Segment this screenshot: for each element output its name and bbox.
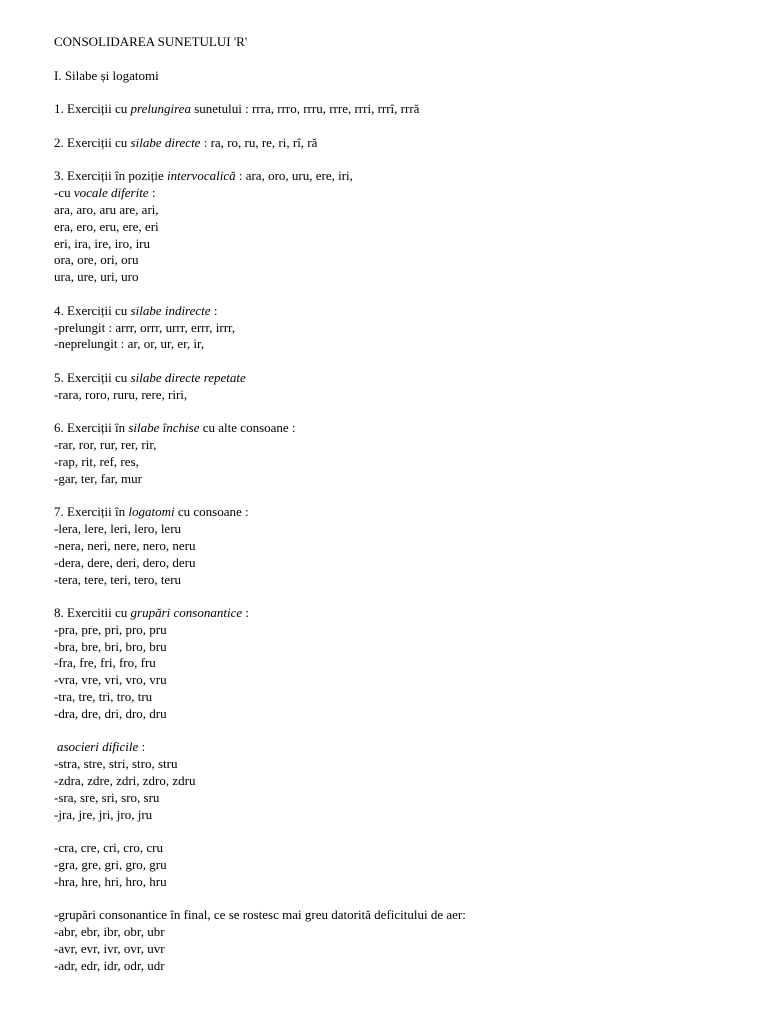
exercise-7-heading: [54, 504, 744, 521]
exercise-1-suffix: sunetului : rrra, rrro, rrru, rrre, rrri, rrrî, rrră: [190, 101, 420, 117]
spacer: [54, 488, 744, 505]
document-page: [54, 34, 744, 975]
exercise-8-suffix: :: [242, 605, 249, 621]
exercise-3-sub-prefix: -cu: [54, 185, 74, 201]
exercise-8-prefix: 8. Exercitii cu: [54, 605, 131, 621]
exercise-3-prefix: 3. Exerciții în poziție: [54, 168, 167, 184]
exercise-3-heading: [54, 168, 744, 185]
exercise-6-prefix: 6. Exerciții în: [54, 420, 129, 436]
document-title: CONSOLIDAREA SUNETULUI 'R': [54, 34, 248, 49]
spacer: [54, 404, 744, 421]
spacer: [54, 353, 744, 370]
exercise-5-emphasis: silabe directe repetate: [130, 369, 246, 385]
syllable-line: -cra, cre, cri, cro, cru: [54, 840, 163, 856]
spacer: [54, 118, 744, 135]
spacer: [54, 588, 744, 605]
syllable-line: -tra, tre, tri, tro, tru: [54, 689, 153, 705]
syllable-line: ora, ore, ori, oru: [54, 252, 139, 268]
syllable-line: eri, ira, ire, iro, iru: [54, 235, 151, 251]
syllable-line: -rara, roro, ruru, rere, riri,: [54, 386, 188, 402]
syllable-line: -dera, dere, deri, dero, deru: [54, 554, 196, 570]
exercise-6-suffix: cu alte consoane :: [199, 420, 296, 436]
syllable-line: -tera, tere, teri, tero, teru: [54, 571, 182, 587]
syllable-line: -dra, dre, dri, dro, dru: [54, 705, 167, 721]
exercise-2-prefix: 2. Exerciții cu: [54, 134, 131, 150]
syllable-line: -avr, evr, ivr, ovr, uvr: [54, 941, 165, 957]
syllable-line: -adr, edr, idr, odr, udr: [54, 957, 165, 973]
exercise-5-prefix: 5. Exerciții cu: [54, 369, 131, 385]
syllable-line: -lera, lere, leri, lero, leru: [54, 521, 182, 537]
exercise-3-suffix: : ara, oro, uru, ere, iri,: [235, 168, 353, 184]
syllable-line: -zdra, zdre, zdri, zdro, zdru: [54, 773, 196, 789]
exercise-4-heading: [54, 303, 744, 320]
exercise-6-emphasis: silabe închise: [128, 420, 200, 436]
exercise-7-prefix: 7. Exerciții în: [54, 504, 129, 520]
syllable-line: -bra, bre, bri, bro, bru: [54, 638, 167, 654]
exercise-8-emphasis: grupări consonantice: [130, 605, 243, 621]
difficult-associations-heading: [54, 739, 744, 756]
exercise-7-emphasis: logatomi: [128, 504, 175, 520]
exercise-1-emphasis: prelungirea: [130, 101, 191, 117]
syllable-line: -abr, ebr, ibr, obr, ubr: [54, 924, 165, 940]
spacer: [54, 152, 744, 169]
spacer: [54, 823, 744, 840]
exercise-1-heading: [54, 101, 744, 118]
syllable-line: -gra, gre, gri, gro, gru: [54, 857, 167, 873]
syllable-line: -rar, ror, rur, rer, rir,: [54, 437, 157, 453]
exercise-6-heading: [54, 420, 744, 437]
exercise-2-suffix: : ra, ro, ru, re, ri, rî, ră: [200, 134, 318, 150]
syllable-line: -hra, hre, hri, hro, hru: [54, 873, 167, 889]
syllable-line: -neprelungit : ar, or, ur, er, ir,: [54, 336, 205, 352]
syllable-line: -fra, fre, fri, fro, fru: [54, 655, 156, 671]
exercise-7-suffix: cu consoane :: [174, 504, 249, 520]
spacer: [54, 723, 744, 740]
exercise-3-subheading: [54, 185, 744, 202]
exercise-4-prefix: 4. Exerciții cu: [54, 302, 131, 318]
spacer: [54, 891, 744, 908]
syllable-line: -sra, sre, sri, sro, sru: [54, 789, 160, 805]
syllable-line: -nera, neri, nere, nero, neru: [54, 537, 196, 553]
syllable-line: -prelungit : arrr, orrr, urrr, errr, irrr,: [54, 319, 236, 335]
syllable-line: -gar, ter, far, mur: [54, 470, 142, 486]
section-heading: I. Silabe și logatomi: [54, 67, 159, 83]
difficult-associations-emphasis: asocieri dificile: [57, 739, 139, 755]
exercise-3-emphasis: intervocalică: [167, 168, 236, 184]
exercise-3-sub-emphasis: vocale diferite: [73, 185, 149, 201]
syllable-line: -pra, pre, pri, pro, pru: [54, 621, 167, 637]
syllable-line: ara, aro, aru are, ari,: [54, 201, 159, 217]
syllable-line: ura, ure, uri, uro: [54, 269, 139, 285]
spacer: [54, 51, 744, 68]
final-groups-heading: -grupări consonantice în final, ce se rostesc mai greu datorită deficitului de aer:: [54, 907, 466, 923]
syllable-line: -vra, vre, vri, vro, vru: [54, 672, 167, 688]
exercise-3-sub-suffix: :: [148, 185, 156, 201]
difficult-associations-suffix: :: [138, 739, 146, 755]
exercise-8-heading: [54, 605, 744, 622]
exercise-5-heading: [54, 370, 744, 387]
exercise-4-suffix: :: [210, 302, 218, 318]
spacer: [54, 84, 744, 101]
syllable-line: -stra, stre, stri, stro, stru: [54, 756, 178, 772]
exercise-2-emphasis: silabe directe: [130, 134, 201, 150]
syllable-line: era, ero, eru, ere, eri: [54, 218, 159, 234]
syllable-line: -jra, jre, jri, jro, jru: [54, 806, 153, 822]
exercise-2-heading: [54, 135, 744, 152]
spacer: [54, 286, 744, 303]
exercise-1-prefix: 1. Exerciții cu: [54, 101, 131, 117]
syllable-line: -rap, rit, ref, res,: [54, 453, 139, 469]
exercise-4-emphasis: silabe indirecte: [130, 302, 211, 318]
